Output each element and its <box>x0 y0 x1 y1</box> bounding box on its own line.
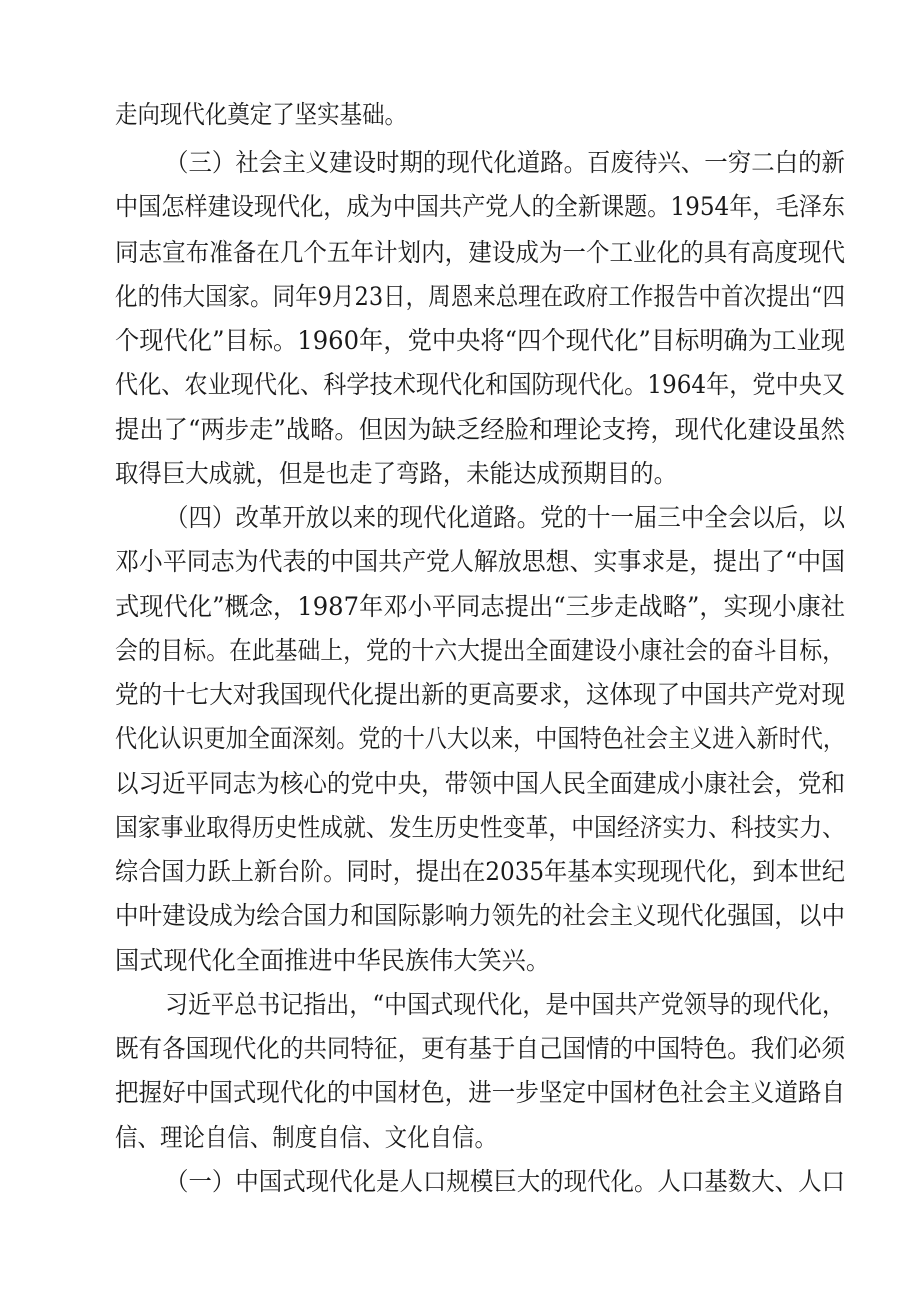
text-line <box>0 851 920 893</box>
text-line <box>0 186 920 228</box>
line-text: 邓小平同志为代表的中国共产党人解放思想、实事求是，提出了“中国 <box>115 547 845 576</box>
text-line <box>0 1117 920 1159</box>
text-line <box>0 409 920 451</box>
text-line <box>0 541 920 583</box>
paragraph-start-line <box>0 1161 920 1203</box>
text-line <box>0 320 920 362</box>
text-line <box>0 453 920 495</box>
text-line <box>0 674 920 716</box>
line-text: 信、理论自信、制度自信、文化自信。 <box>115 1123 497 1152</box>
text-line <box>0 1072 920 1114</box>
text-line <box>0 232 920 274</box>
line-text: （一）中国式现代化是人口规模巨大的现代化。人口基数大、人口 <box>165 1167 845 1196</box>
line-text: （三）社会主义建设时期的现代化道路。百废待兴、一穷二白的新 <box>165 148 845 177</box>
line-text: 提出了“两步走”战略。但因为缺乏经脸和理论支挎，现代化建设虽然 <box>115 415 845 444</box>
line-text: 以习近平同志为核心的党中央，带领中国人民全面建成小康社会，党和 <box>115 769 845 798</box>
line-text: 党的十七大对我国现代化提出新的更高要求，这体现了中国共产党对现 <box>115 680 845 709</box>
paragraph-start-line <box>0 497 920 539</box>
text-line <box>0 276 920 318</box>
line-text: 国式现代化全面推进中华民族伟大笑兴。 <box>115 946 550 975</box>
text-line <box>0 763 920 805</box>
line-text: 习近平总书记指出，“中国式现代化，是中国共产党领导的现代化， <box>165 990 845 1019</box>
text-line <box>0 364 920 406</box>
text-line <box>0 1028 920 1070</box>
line-text: 个现代化”目标。1960年，党中央将“四个现代化”目标明确为工业现 <box>115 326 845 355</box>
line-text: 式现代化”概念，1987年邓小平同志提出“三步走战略”，实现小康社 <box>115 592 845 621</box>
paragraph-start-line <box>0 142 920 184</box>
line-text: 化的伟大国家。同年9月23日，周恩来总理在政府工作报告中首次提出“四 <box>115 282 845 311</box>
line-text: 取得巨大成就，但是也走了弯路，未能达成预期目的。 <box>115 459 677 488</box>
text-line <box>0 895 920 937</box>
text-line <box>0 94 920 136</box>
line-text: 既有各国现代化的共同特征，更有基于自己国情的中国特色。我们必须 <box>115 1034 845 1063</box>
line-text: 把握好中国式现代化的中国材色，进一步坚定中国材色社会主义道路自 <box>115 1078 845 1107</box>
text-line <box>0 940 920 982</box>
paragraph-start-line <box>0 984 920 1026</box>
line-text: 中国怎样建设现代化，成为中国共产党人的全新课题。1954年，毛泽东 <box>115 192 845 221</box>
text-line <box>0 718 920 760</box>
line-text: 中叶建设成为绘合国力和国际影响力领先的社会主义现代化强国，以中 <box>115 901 845 930</box>
line-text: 代化、农业现代化、科学技术现代化和国防现代化。1964年，党中央又 <box>115 370 845 399</box>
line-text: （四）改革开放以来的现代化道路。党的十一届三中全会以后，以 <box>165 503 845 532</box>
line-text: 国家事业取得历史性成就、发生历史性变革，中国经济实力、科技实力、 <box>115 813 845 842</box>
line-text: 会的目标。在此基础上，党的十六大提出全面建设小康社会的奋斗目标， <box>115 636 845 665</box>
line-text: 走向现代化奠定了坚实基础。 <box>115 100 407 129</box>
line-text: 综合国力跃上新台阶。同时，提出在2035年基本实现现代化，到本世纪 <box>115 857 845 886</box>
line-text: 同志宣布准备在几个五年计划内，建设成为一个工业化的具有高度现代 <box>115 238 845 267</box>
text-line <box>0 586 920 628</box>
text-line <box>0 630 920 672</box>
text-line <box>0 807 920 849</box>
line-text: 代化认识更加全面深刻。党的十八大以来，中国特色社会主义进入新时代， <box>115 724 845 753</box>
